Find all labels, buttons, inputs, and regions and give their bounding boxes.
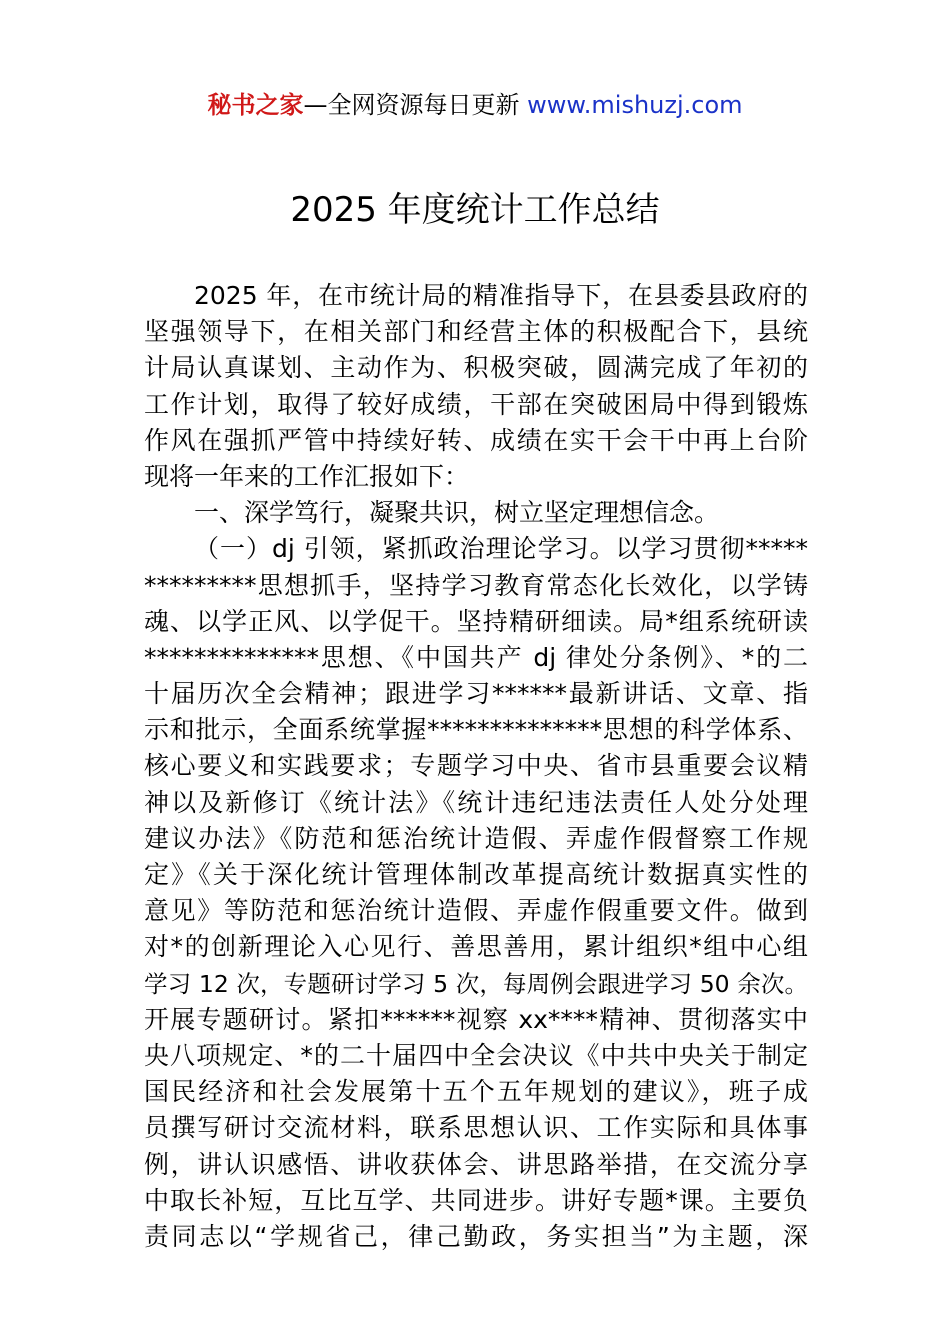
body-line: 工作计划，取得了较好成绩，干部在突破困局中得到锻炼	[144, 389, 808, 419]
body-line: 核心要义和实践要求；专题学习中央、省市县重要会议精	[144, 751, 808, 781]
body-line: 魂、以学正风、以学促干。坚持精研细读。局*组系统研读	[144, 606, 808, 636]
body-line: 中取长补短，互比互学、共同进步。讲好专题*课。主要负	[144, 1185, 808, 1215]
body-line: 对*的创新理论入心见行、善思善用，累计组织*组中心组	[144, 932, 808, 962]
body-line: 作风在强抓严管中持续好转、成绩在实干会干中再上台阶	[144, 425, 808, 455]
body-line: 意见》等防范和惩治统计造假、弄虚作假重要文件。做到	[144, 896, 808, 926]
body-line: 计局认真谋划、主动作为、积极突破，圆满完成了年初的	[144, 353, 808, 383]
body-line: **************思想、《中国共产 dj 律处分条例》、*的二	[144, 642, 808, 672]
body-line: *********思想抓手，坚持学习教育常态化长效化，以学铸	[144, 570, 808, 600]
header-slogan: —全网资源每日更新	[303, 91, 528, 119]
body-line: 央八项规定、*的二十届四中全会决议《中共中央关于制定	[144, 1040, 808, 1070]
body-line: 示和批示，全面系统掌握**************思想的科学体系、	[144, 715, 808, 745]
body-line: 员撰写研讨交流材料，联系思想认识、工作实际和具体事	[144, 1113, 808, 1143]
body-line: （一）dj 引领，紧抓政治理论学习。以学习贯彻*****	[194, 534, 808, 564]
body-line: 责同志以“学规省己，律己勤政，务实担当”为主题，深	[144, 1221, 808, 1251]
body-line: 坚强领导下，在相关部门和经营主体的积极配合下，县统	[144, 317, 808, 347]
body-line: 现将一年来的工作汇报如下：	[144, 461, 470, 491]
body-line: 十届历次全会精神；跟进学习******最新讲话、文章、指	[144, 679, 808, 709]
body-line: 国民经济和社会发展第十五个五年规划的建议》，班子成	[144, 1077, 808, 1107]
body-line: 学习 12 次，专题研讨学习 5 次，每周例会跟进学习 50 余次。	[144, 969, 808, 998]
body-line: 神以及新修订《统计法》《统计违纪违法责任人处分处理	[144, 787, 808, 817]
body-line: 开展专题研讨。紧扣******视察 xx****精神、贯彻落实中	[144, 1004, 808, 1034]
body-line: 定》《关于深化统计管理体制改革提高统计数据真实性的	[144, 860, 808, 889]
body-line: 建议办法》《防范和惩治统计造假、弄虚作假督察工作规	[144, 823, 808, 853]
document-body	[144, 278, 808, 1255]
site-url-link[interactable]: www.mishuzj.com	[527, 91, 743, 119]
body-line: 例，讲认识感悟、讲收获体会、讲思路举措，在交流分享	[144, 1149, 808, 1179]
brand-name: 秘书之家	[207, 91, 304, 119]
section-heading: 一、深学笃行，凝聚共识，树立坚定理想信念。	[194, 498, 720, 528]
body-line: 2025 年，在市统计局的精准指导下，在县委县政府的	[194, 281, 808, 310]
document-title: 2025 年度统计工作总结	[290, 190, 660, 230]
site-header	[0, 88, 950, 122]
